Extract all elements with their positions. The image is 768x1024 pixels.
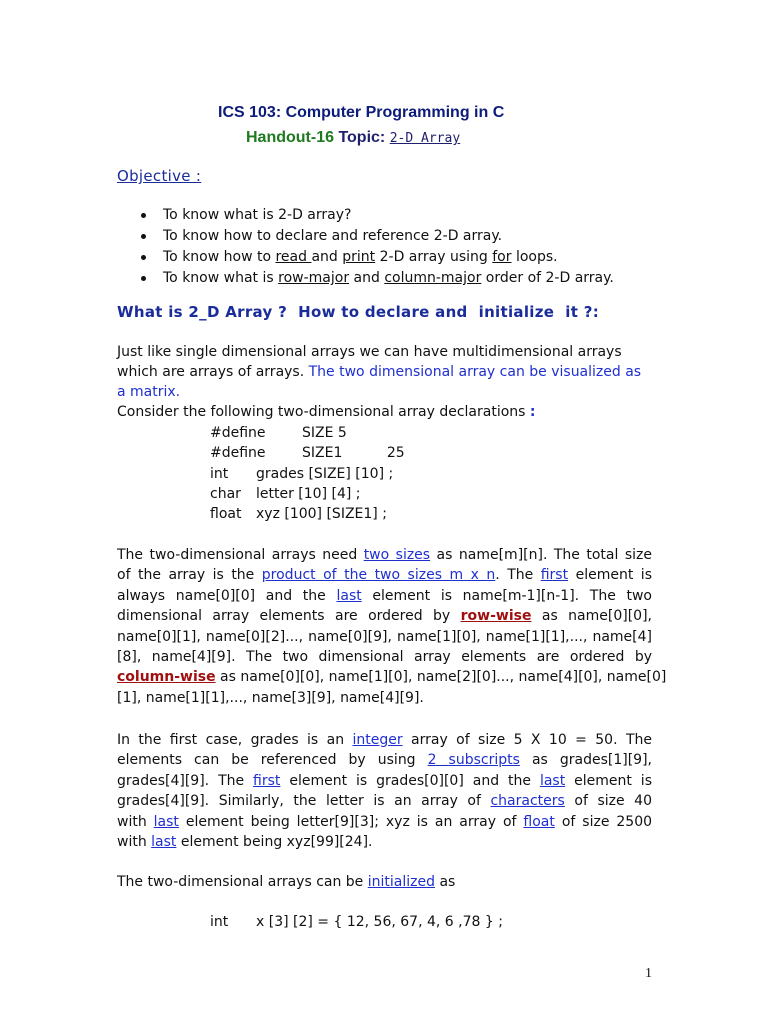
course-title: ICS 103: Computer Programming in C	[218, 104, 505, 121]
topic-value: 2-D Array	[389, 131, 461, 146]
objective-bullet: To know what is row-major and column-major order of 2-D array.	[163, 270, 614, 286]
topic-label: Topic:	[334, 129, 390, 146]
intro-line: a matrix.	[117, 384, 181, 400]
declaration-line: float xyz [100] [SIZE1] ;	[210, 506, 387, 522]
read-term: read	[275, 249, 312, 265]
declaration-line: #define SIZE1 25	[210, 445, 405, 461]
section-heading: What is 2_D Array ? How to declare and initialize it ?:	[117, 303, 599, 321]
column-major-term: column-major	[384, 270, 482, 286]
objective-bullet: To know how to declare and reference 2-D array.	[163, 228, 503, 244]
bullet-icon	[141, 234, 146, 239]
objective-bullet: To know what is 2-D array?	[163, 207, 352, 223]
matrix-highlight: The two dimensional array can be visualized as	[308, 364, 642, 380]
paragraph-first-case: In the first case, grades is an integer array of size 5 X 10 = 50. The elements can be referenced by using 2 subscripts as grades[1][9], grades[4][9]. The first element is grades[0][0] and the last element is grades[4][9]. Similarly, the letter is an array of characters of size 40 with last element being letter[9][3]; xyz is an array of float of size 2500 with last element being xyz[99][24].	[117, 732, 653, 851]
handout-topic-line	[246, 129, 460, 148]
intro-line: which are arrays of arrays. The two dimensional array can be visualized as	[117, 364, 642, 380]
init-code-line: int x [3] [2] = { 12, 56, 67, 4, 6 ,78 } ;	[210, 914, 503, 930]
bullet-icon	[141, 276, 146, 281]
declaration-line: char letter [10] [4] ;	[210, 486, 361, 502]
intro-line: Just like single dimensional arrays we can have multidimensional arrays	[117, 344, 622, 360]
declaration-line: int grades [SIZE] [10] ;	[210, 466, 394, 482]
print-term: print	[342, 249, 376, 265]
intro-line: Consider the following two-dimensional array declarations :	[117, 404, 536, 420]
column-wise-term: column-wise	[117, 669, 216, 686]
objective-heading: Objective :	[117, 167, 202, 185]
row-major-term: row-major	[278, 270, 350, 286]
paragraph-two-sizes: The two-dimensional arrays need two sizes as name[m][n]. The total size of the array is the product of the two sizes m x n. The first element is always name[0][0] and the last element is name[m-1][n-1]. The two dimensional array elements are ordered by row-wise as name[0][0], name[0][1], name[0][2]..., name[0][9], name[1][0], name[1][1],..., name[4] [8], name[4][9]. The two dimensional array elements are ordered by column-wise as name[0][0], name[1][0], name[2][0]..., name[4][0], name[0] [1], name[1][1],..., name[3][9], name[4][9].	[117, 547, 667, 706]
for-term: for	[492, 249, 512, 265]
objective-bullet: To know how to read and print 2-D array using for loops.	[163, 249, 558, 265]
handout-label: Handout-16	[246, 129, 334, 146]
page-number: 1	[645, 966, 652, 981]
bullet-icon	[141, 213, 146, 218]
row-wise-term: row-wise	[460, 608, 532, 625]
declaration-line: #define SIZE 5	[210, 425, 347, 441]
initialize-line: The two-dimensional arrays can be initialized as	[117, 874, 456, 890]
bullet-icon	[141, 255, 146, 260]
initialized-term: initialized	[367, 874, 435, 890]
